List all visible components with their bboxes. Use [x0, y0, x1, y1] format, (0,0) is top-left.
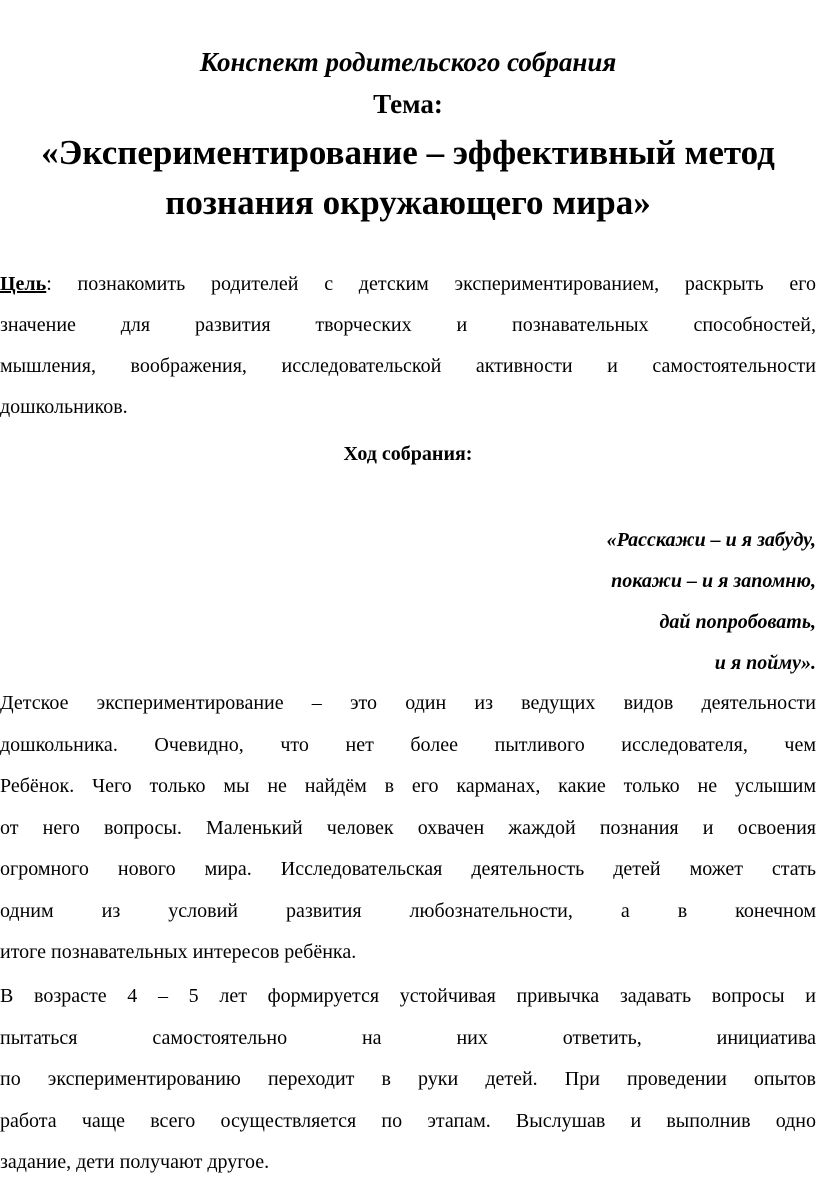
paragraph-line: пытаться самостоятельно на них ответить, инициатива — [0, 1026, 816, 1049]
section-heading: Ход собрания: — [343, 443, 473, 465]
epigraph-line: покажи – и я запомню, — [611, 570, 816, 592]
paragraph-line: задание, дети получают другое. — [0, 1151, 270, 1173]
paragraph-line: В возрасте 4 – 5 лет формируется устойчивая привычка задавать вопросы и — [0, 985, 816, 1007]
document-title — [0, 128, 816, 228]
paragraph-line: Ребёнок. Чего только мы не найдём в его карманах, какие только не услышим — [0, 775, 816, 797]
goal-line — [0, 264, 816, 305]
goal-text: : познакомить родителей с детским экспериментированием, раскрыть его — [46, 273, 816, 295]
epigraph-quote — [316, 520, 816, 684]
epigraph-line: и я пойму». — [714, 652, 816, 674]
paragraph-line: по экспериментированию переходит в руки детей. При проведении опытов — [0, 1068, 816, 1090]
paragraph-line: от него вопросы. Маленький человек охвачен жаждой познания и освоения — [0, 816, 816, 839]
goal-line: мышления, воображения, исследовательской активности и самостоятельности — [0, 355, 816, 377]
theme-label: Тема: — [373, 89, 443, 119]
paragraph-line: дошкольника. Очевидно, что нет более пытливого исследователя, чем — [0, 733, 816, 756]
goal-line: дошкольников. — [0, 396, 128, 418]
paragraph-age-4-5 — [0, 976, 816, 1184]
goal-paragraph — [0, 264, 816, 428]
paragraph-line: одним из условий развития любознательности, а в конечном — [0, 899, 816, 922]
title-line: «Экспериментирование – эффективный метод — [41, 133, 775, 172]
paragraph-line: итоге познавательных интересов ребёнка. — [0, 941, 357, 963]
paragraph-line: Детское экспериментирование – это один из ведущих видов деятельности — [0, 692, 816, 714]
epigraph-line: дай попробовать, — [659, 611, 816, 633]
document-subtitle: Конспект родительского собрания — [199, 47, 617, 77]
paragraph-line: огромного нового мира. Исследовательская деятельность детей может стать — [0, 858, 816, 880]
title-line: познания окружающего мира» — [165, 183, 651, 222]
epigraph-line: «Расскажи – и я забуду, — [606, 529, 816, 551]
paragraph-experimentation — [0, 683, 816, 974]
goal-line: значение для развития творческих и познавательных способностей, — [0, 314, 816, 336]
goal-label: Цель — [0, 273, 47, 295]
paragraph-line: работа чаще всего осуществляется по этапам. Выслушав и выполнив одно — [0, 1109, 816, 1132]
